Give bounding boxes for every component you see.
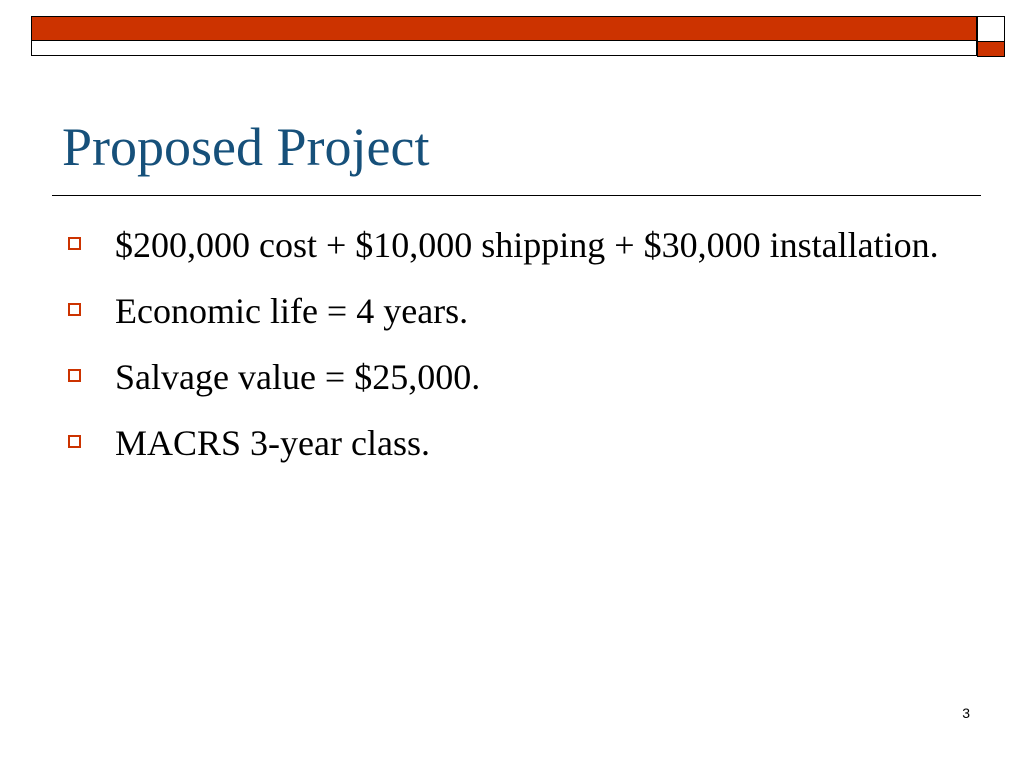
bullet-text: Salvage value = $25,000. xyxy=(115,357,481,397)
bullet-item xyxy=(60,218,960,272)
corner-accent-square xyxy=(978,41,1004,56)
hollow-square-bullet-icon xyxy=(68,237,81,250)
bullet-text: $200,000 cost + $10,000 shipping + $30,000 installation. xyxy=(115,225,939,265)
slide-title: Proposed Project xyxy=(62,117,430,177)
title-divider xyxy=(52,195,981,196)
hollow-square-bullet-icon xyxy=(68,369,81,382)
bullet-item xyxy=(60,416,960,470)
bullet-item xyxy=(60,350,960,404)
hollow-square-bullet-icon xyxy=(68,435,81,448)
bullet-list xyxy=(60,218,960,482)
top-accent-bar xyxy=(32,17,976,41)
hollow-square-bullet-icon xyxy=(68,303,81,316)
bullet-text: Economic life = 4 years. xyxy=(115,291,469,331)
slide-number: 3 xyxy=(962,705,970,721)
bullet-text: MACRS 3-year class. xyxy=(115,423,430,463)
bullet-item xyxy=(60,284,960,338)
